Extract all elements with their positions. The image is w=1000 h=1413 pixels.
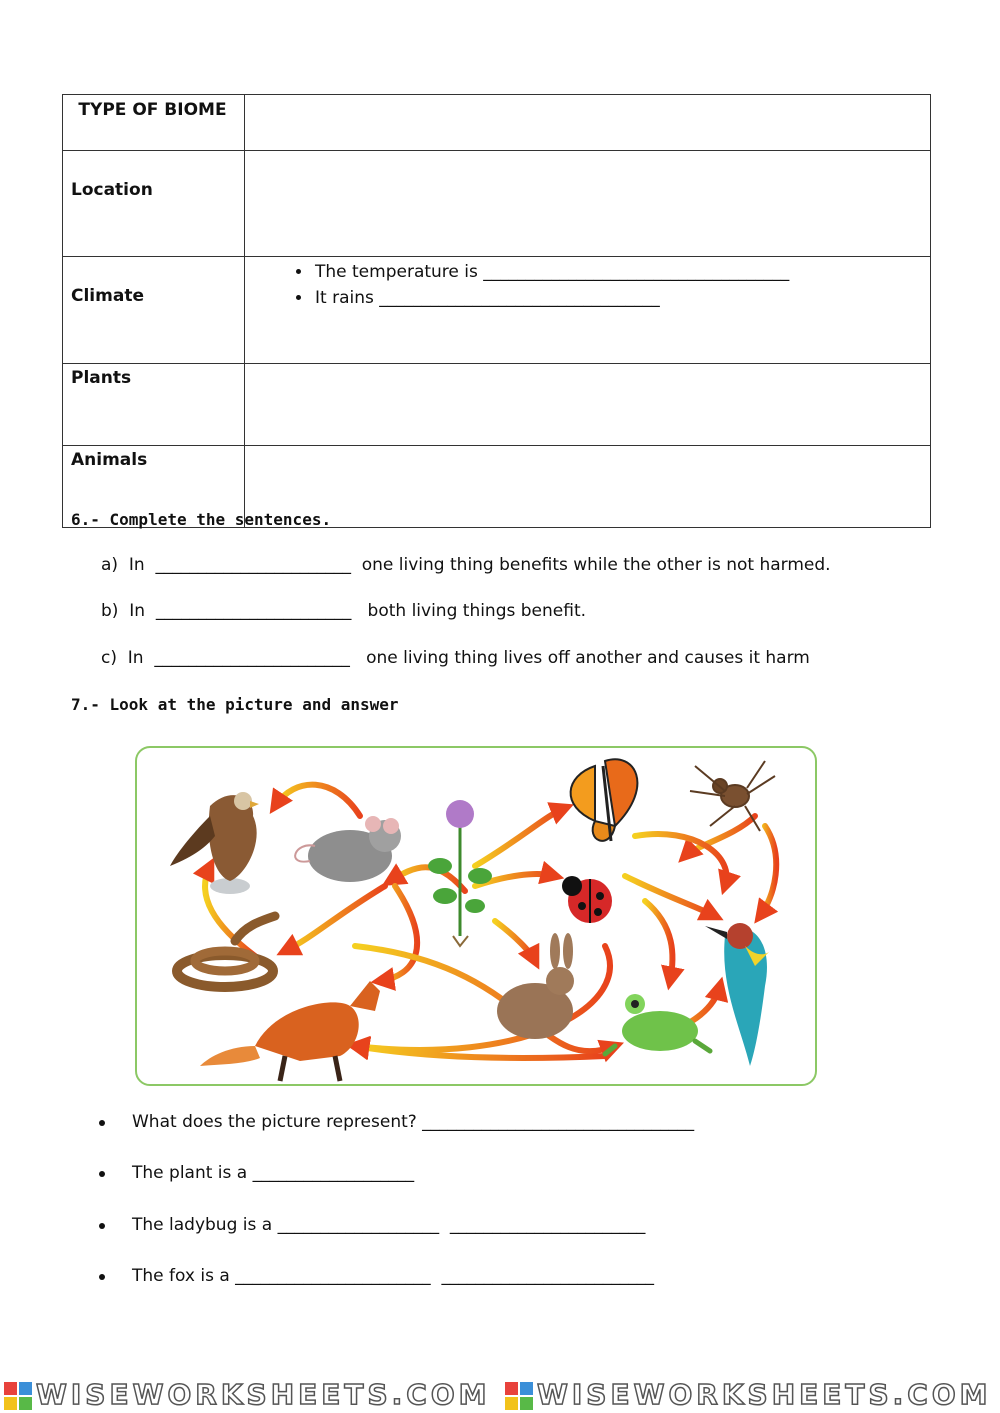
footer-brand-text: WISEWORKSHEETS.COM xyxy=(36,1378,491,1411)
question-ladybug[interactable]: The ladybug is a ___________________ _______________________ xyxy=(132,1215,646,1235)
wiseworksheets-logo-icon xyxy=(505,1382,533,1410)
section-7-heading: 7.- Look at the picture and answer xyxy=(71,695,399,714)
bullet-icon xyxy=(99,1274,105,1280)
bullet-icon xyxy=(99,1171,105,1177)
footer-branding xyxy=(0,1378,1000,1410)
location-answer[interactable] xyxy=(245,151,931,257)
sentence-c[interactable]: c) In _______________________ one living thing lives off another and causes it harm xyxy=(101,648,810,668)
animals-label: Animals xyxy=(63,446,245,528)
climate-temperature-item: • The temperature is ____________________________________ xyxy=(313,259,930,285)
sentence-a[interactable]: a) In _______________________ one living thing benefits while the other is not harmed. xyxy=(101,555,831,575)
bullet-icon xyxy=(99,1120,105,1126)
sentence-b[interactable]: b) In _______________________ both living things benefit. xyxy=(101,601,587,621)
bullet-icon xyxy=(99,1223,105,1229)
type-of-biome-answer[interactable] xyxy=(245,95,931,151)
wiseworksheets-logo-icon xyxy=(4,1382,32,1410)
question-plant[interactable]: The plant is a ___________________ xyxy=(132,1163,415,1183)
food-web-picture xyxy=(135,746,817,1086)
animals-answer[interactable] xyxy=(245,446,931,528)
climate-rain-item: • It rains _________________________________ xyxy=(313,285,930,311)
type-of-biome-label: TYPE OF BIOME xyxy=(63,95,245,151)
plants-label: Plants xyxy=(63,364,245,446)
climate-label: Climate xyxy=(63,257,245,364)
question-fox[interactable]: The fox is a _______________________ _________________________ xyxy=(132,1266,654,1286)
location-label: Location xyxy=(63,151,245,257)
footer-brand-text: WISEWORKSHEETS.COM xyxy=(537,1378,992,1411)
section-6-heading: 6.- Complete the sentences. xyxy=(71,510,332,529)
question-picture-represent[interactable]: What does the picture represent? ________________________________ xyxy=(132,1112,695,1132)
plants-answer[interactable] xyxy=(245,364,931,446)
climate-answer[interactable] xyxy=(245,257,931,364)
biome-table xyxy=(62,94,931,528)
